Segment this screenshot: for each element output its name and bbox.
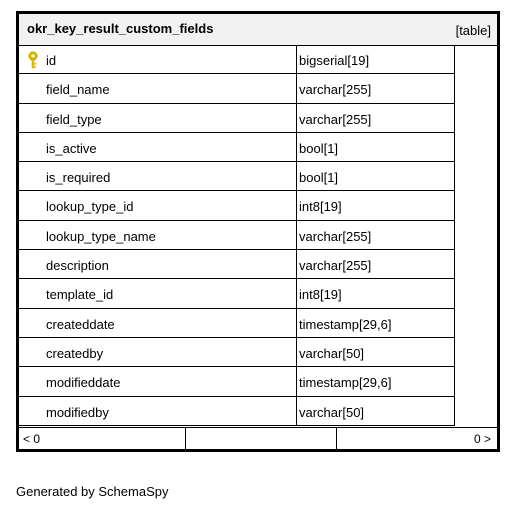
column-type: bool[1]: [299, 140, 339, 156]
column-row: [19, 133, 497, 162]
column-type-cell: [296, 397, 455, 426]
column-row: [19, 397, 497, 426]
column-type: timestamp[29,6]: [299, 316, 392, 332]
column-row: [19, 338, 497, 367]
column-type-cell: [296, 367, 455, 396]
column-row: [19, 221, 497, 250]
column-row: [19, 279, 497, 308]
column-type: varchar[255]: [299, 228, 372, 244]
column-type: bigserial[19]: [299, 53, 370, 68]
column-type: timestamp[29,6]: [299, 375, 392, 391]
column-name-cell: [19, 309, 297, 338]
column-type-cell: [296, 74, 455, 103]
primary-key-icon: [27, 51, 39, 69]
column-name-cell: [19, 45, 297, 74]
column-name-cell: [19, 162, 297, 191]
column-type: varchar[255]: [299, 258, 372, 274]
column-row: [19, 309, 497, 338]
column-type-cell: [296, 309, 455, 338]
column-name: lookup_type_id: [46, 199, 134, 215]
column-name-cell: [19, 104, 297, 133]
table-header: [19, 14, 497, 46]
column-name-cell: [19, 367, 297, 396]
column-name-cell: [19, 74, 297, 103]
column-type-cell: [296, 250, 455, 279]
footer-divider: [185, 428, 186, 450]
column-name: field_name: [46, 82, 110, 98]
column-name: description: [46, 258, 109, 274]
column-name: is_required: [46, 170, 111, 186]
column-row: [19, 45, 497, 74]
column-name: id: [46, 53, 57, 68]
column-name-cell: [19, 338, 297, 367]
column-type-cell: [296, 133, 455, 162]
column-row: [19, 162, 497, 191]
table-kind-label: [table]: [455, 23, 491, 38]
column-row: [19, 250, 497, 279]
column-name: template_id: [46, 287, 114, 303]
column-type-cell: [296, 45, 455, 74]
column-type: bool[1]: [299, 170, 339, 186]
column-type-cell: [296, 221, 455, 250]
column-name: createddate: [46, 316, 115, 332]
column-name: modifieddate: [46, 375, 121, 391]
column-type-cell: [296, 162, 455, 191]
column-type: varchar[50]: [299, 345, 365, 361]
column-name-cell: [19, 397, 297, 426]
column-name: lookup_type_name: [46, 228, 156, 244]
column-name: modifiedby: [46, 404, 109, 420]
column-type-cell: [296, 279, 455, 308]
column-name: field_type: [46, 111, 102, 127]
column-name: is_active: [46, 140, 97, 156]
column-row: [19, 367, 497, 396]
generated-by-label: Generated by SchemaSpy: [16, 484, 169, 499]
table-name: okr_key_result_custom_fields: [27, 21, 214, 36]
column-type-cell: [296, 191, 455, 220]
schema-table: [16, 11, 500, 452]
child-count: 0 >: [473, 432, 491, 446]
column-row: [19, 191, 497, 220]
column-type: varchar[255]: [299, 111, 372, 127]
column-type-cell: [296, 338, 455, 367]
column-name-cell: [19, 191, 297, 220]
column-type-cell: [296, 104, 455, 133]
column-name-cell: [19, 221, 297, 250]
column-type: varchar[50]: [299, 404, 365, 420]
column-row: [19, 104, 497, 133]
column-name-cell: [19, 250, 297, 279]
column-name: createdby: [46, 345, 104, 361]
footer-divider: [336, 428, 337, 450]
column-type: int8[19]: [299, 287, 342, 303]
column-name-cell: [19, 279, 297, 308]
column-type: varchar[255]: [299, 82, 372, 98]
column-row: [19, 74, 497, 103]
column-list: [19, 45, 497, 426]
column-name-cell: [19, 133, 297, 162]
parent-count: < 0: [23, 432, 41, 446]
table-footer: [19, 427, 497, 449]
column-type: int8[19]: [299, 199, 342, 215]
